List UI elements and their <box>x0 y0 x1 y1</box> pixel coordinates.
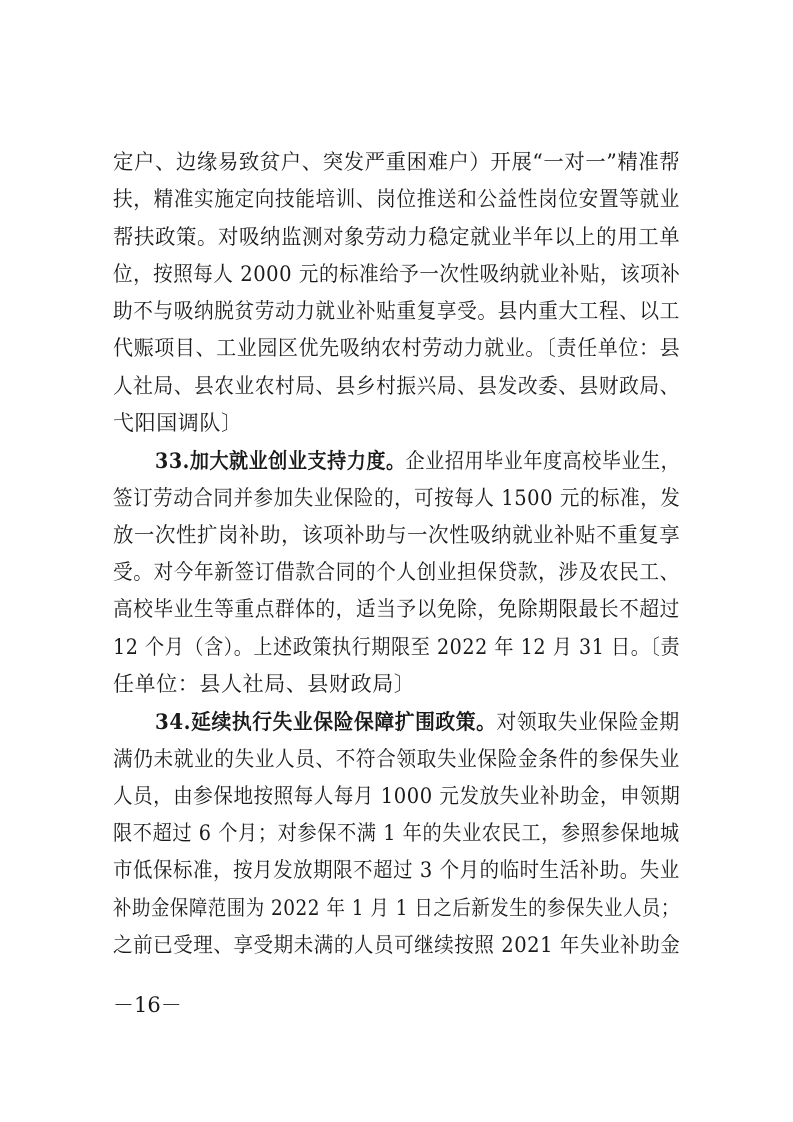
text-line: 扶，精准实施定向技能培训、岗位推送和公益性岗位安置等就业 <box>113 187 680 211</box>
text-line: 12 个月（含）。上述政策执行期限至 2022 年 12 月 31 日。〔责 <box>113 635 681 659</box>
text-line: 之前已受理、享受期未满的人员可继续按照 2021 年失业补助金 <box>113 933 681 957</box>
text-line: 弋阳国调队〕 <box>113 411 243 435</box>
text-line: 受。对今年新签订借款合同的个人创业担保贷款，涉及农民工、 <box>113 560 680 584</box>
item-33-first-line-text: 企业招用毕业年度高校毕业生， <box>405 449 681 473</box>
text-line: 补助金保障范围为 2022 年 1 月 1 日之后新发生的参保失业人员； <box>113 896 680 920</box>
text-line: 限不超过 6 个月；对参保不满 1 年的失业农民工，参照参保地城 <box>113 821 680 845</box>
text-line: 定户、边缘易致贫户、突发严重困难户）开展“一对一”精准帮 <box>113 150 681 174</box>
item-33-heading: 33.加大就业创业支持力度。 <box>155 448 406 473</box>
text-line: 签订劳动合同并参加失业保险的，可按每人 1500 元的标准，发 <box>113 486 681 510</box>
text-line: 助不与吸纳脱贫劳动力就业补贴重复享受。县内重大工程、以工 <box>113 299 680 323</box>
text-line: 位，按照每人 2000 元的标准给予一次性吸纳就业补贴，该项补 <box>113 262 681 286</box>
text-line: 任单位：县人社局、县财政局〕 <box>113 672 416 696</box>
page-number: －16－ <box>113 993 182 1017</box>
item-33-first-line <box>155 450 680 472</box>
text-line: 满仍未就业的失业人员、不符合领取失业保险金条件的参保失业 <box>113 747 680 771</box>
text-line: 高校毕业生等重点群体的，适当予以免除，免除期限最长不超过 <box>113 597 680 621</box>
item-34-heading: 34.延续执行失业保险保障扩围政策。 <box>155 709 497 734</box>
item-34-first-line-text: 对领取失业保险金期 <box>496 710 680 734</box>
text-line: 代赈项目、工业园区优先吸纳农村劳动力就业。〔责任单位：县 <box>113 336 681 360</box>
text-line: 放一次性扩岗补助，该项补助与一次性吸纳就业补贴不重复享 <box>113 523 681 547</box>
item-34-first-line <box>155 711 680 733</box>
text-line: 市低保标准，按月发放期限不超过 3 个月的临时生活补助。失业 <box>113 858 680 882</box>
text-line: 人员，由参保地按照每人每月 1000 元发放失业补助金，申领期 <box>113 784 681 808</box>
text-line: 帮扶政策。对吸纳监测对象劳动力稳定就业半年以上的用工单 <box>113 225 681 249</box>
text-line: 人社局、县农业农村局、县乡村振兴局、县发改委、县财政局、 <box>113 374 680 398</box>
